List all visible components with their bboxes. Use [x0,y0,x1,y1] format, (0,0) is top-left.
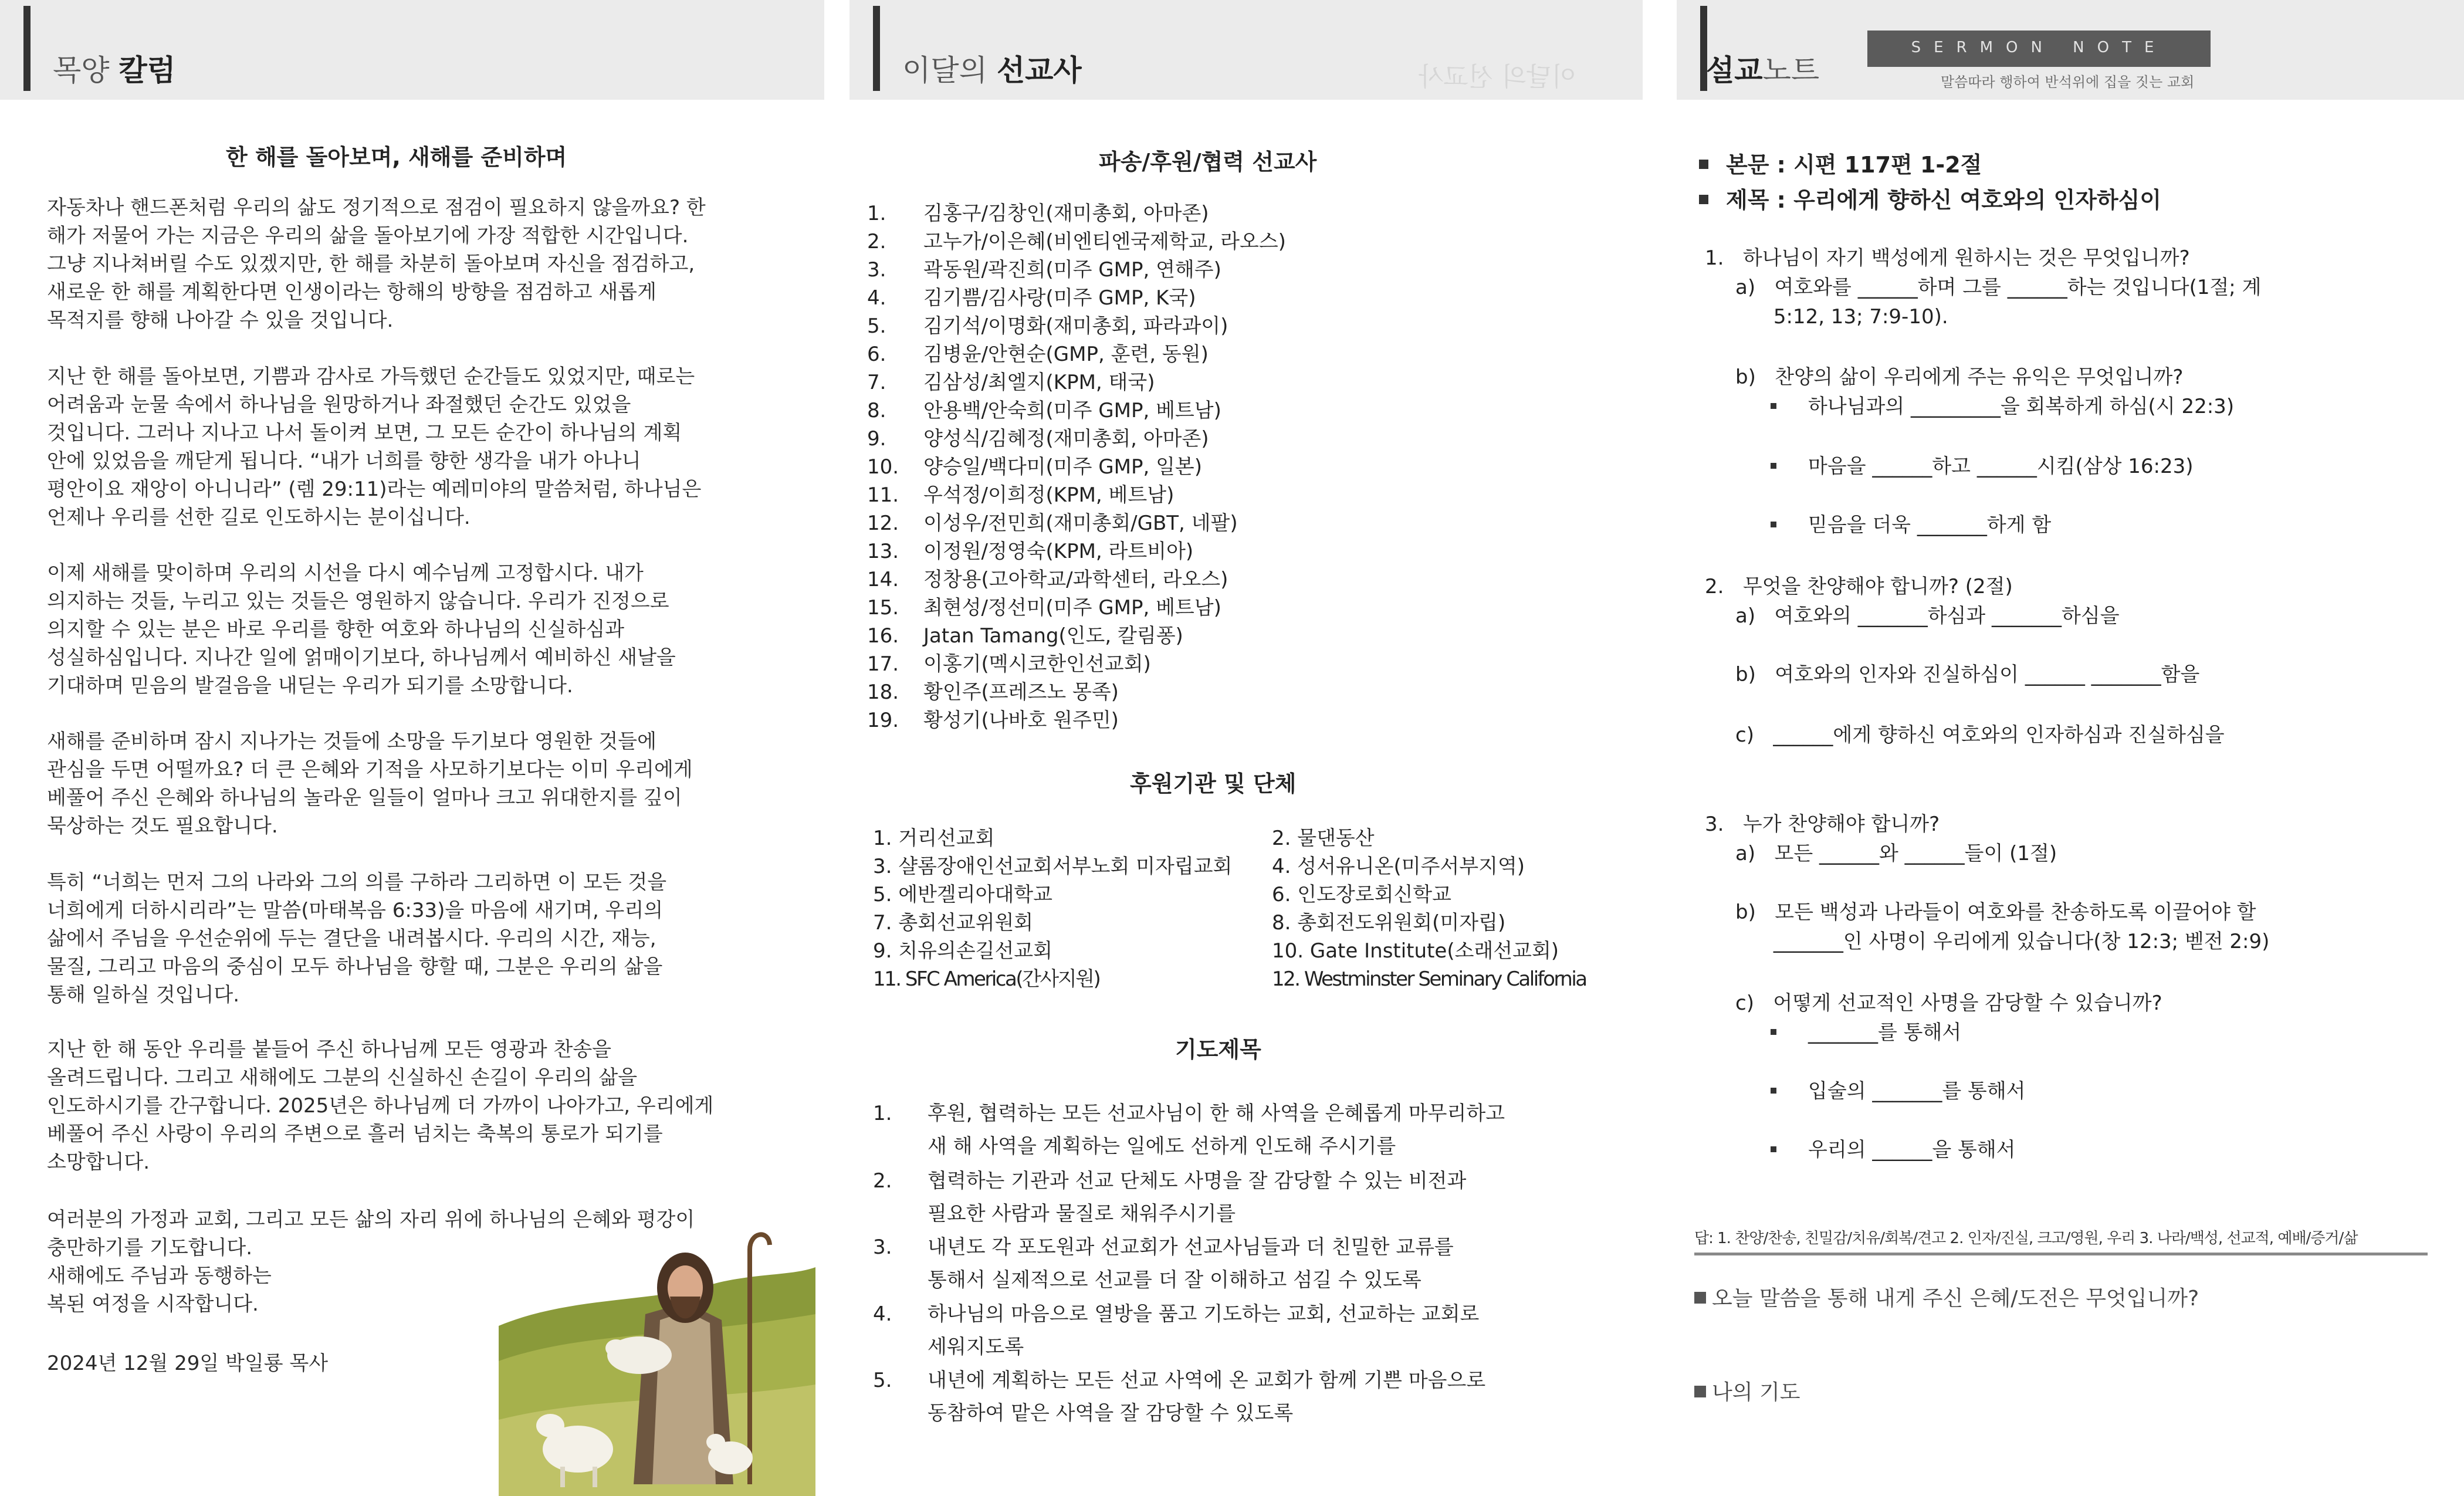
organization-item: 6. 인도장로회신학교 [1272,883,1451,906]
organization-item: 4. 성서유니온(미주서부지역) [1272,855,1525,878]
missionary-item [867,537,1193,566]
prayer-number: 2. [873,1169,892,1193]
question-3c-item-1: _______를 통해서 [1771,1018,1961,1047]
prayer-item: 내년도 각 포도원과 선교회가 선교사님들과 더 친밀한 교류를 통해서 실제적으로 선교를 더 잘 이해하고 섬길 수 있도록 [928,1236,1454,1292]
sermon-title-line: 제목 : 우리에게 향하신 여호와의 인자하심이 [1699,182,2161,214]
missionary-item [867,481,1174,509]
organization-item: 7. 총회선교위원회 [873,911,1034,935]
question-1: 1. 하나님이 자기 백성에게 원하시는 것은 무엇입니까? [1705,246,2190,270]
answer-key: 답: 1. 찬양/찬송, 친밀감/치유/회복/견고 2. 인자/진실, 크고/영원, 우리 3. 나라/백성, 선교적, 예배/증거/삶 [1694,1230,2358,1247]
missionary-number: 17. [867,652,899,676]
missionaries-heading: 파송/후원/협력 선교사 [1099,149,1317,175]
organization-item: 8. 총회전도위원회(미자립) [1272,911,1506,935]
missionary-item [867,199,1209,228]
header-accent-bar [23,6,31,91]
missionary-number: 3. [867,258,886,282]
missionary-item [867,340,1209,368]
question-1b: b) 찬양의 삶이 우리에게 주는 유익은 무엇입니까? [1735,365,2184,389]
question-3a: a) 모든 ______와 ______들이 (1절) [1735,842,2057,865]
scripture-line: 본문 : 시편 117편 1-2절 [1699,147,1982,179]
missionary-number: 16. [867,624,899,648]
sermon-header-title: 설교노트 [1706,53,1820,87]
missionary-name: 김홍구/김창인(재미총회, 아마존) [923,202,1209,225]
column-title: 한 해를 돌아보며, 새해를 준비하며 [226,144,567,170]
organization-item: 3. 샬롬장애인선교회서부노회 미자립교회 [873,855,1233,878]
missionary-item [867,453,1202,481]
prayer-item: 하나님의 마음으로 열방을 품고 기도하는 교회, 선교하는 교회로 세워지도록 [928,1302,1480,1359]
missionary-item [867,256,1221,284]
missionary-name: 김기쁨/김사랑(미주 GMP, K국) [923,286,1196,310]
missionary-number: 12. [867,512,899,535]
section-divider [1694,1253,2428,1255]
missionary-item [867,425,1209,453]
sermon-note-page [1677,0,2464,1496]
missionary-item [867,650,1151,678]
bullet-square-icon [1771,1146,1776,1152]
prayer-number: 4. [873,1302,892,1326]
organization-item: 2. 물댄동산 [1272,827,1375,850]
column-paragraph-3: 이제 새해를 맞이하며 우리의 시선을 다시 예수님께 고정합시다. 내가 의지하는 것들, 누리고 있는 것들은 영원하지 않습니다. 우리가 진정으로 의지할 수 있는 분은 바로 우리를 향한 여호와 하나님의 신실하심과 성실하심입니다. 지나간 일에 얽매이기보다, 하나님께서 예비하신 새날을 기대하며 믿음의 발걸음을 내딛는 우리가 되기를 소망합니다. [47,561,676,698]
missionary-item [867,284,1196,312]
prayer-number: 5. [873,1369,892,1392]
missionary-item [867,678,1119,706]
bullet-square-icon [1771,1029,1776,1035]
question-1b-item-2: 마음을 ______하고 ______시킴(삼상 16:23) [1771,452,2194,481]
missionary-item [867,368,1155,397]
missionary-number: 9. [867,427,886,451]
missionary-number: 14. [867,568,899,591]
column-paragraph-4: 새해를 준비하며 잠시 지나가는 것들에 소망을 두기보다 영원한 것들에 관심을 두면 어떨까요? 더 큰 은혜와 기적을 사모하기보다는 이미 우리에게 베풀어 주신 은혜와 하나님의 놀라운 일들이 얼마나 크고 위대한지를 깊이 묵상하는 것도 필요합니다. [47,730,693,838]
missionary-item [867,594,1221,622]
missionary-name: 최현성/정선미(미주 GMP, 베트남) [923,596,1221,620]
missionary-name: 김삼성/최엘지(KPM, 태국) [923,371,1155,394]
missionary-number: 10. [867,455,899,479]
bullet-square-icon [1771,522,1776,527]
question-1b-item-3: 믿음을 더욱 _______하게 함 [1771,510,2051,540]
question-3c-item-3: 우리의 ______을 통해서 [1771,1135,2016,1165]
question-2b: b) 여호와의 인자와 진실하심이 ______ _______함을 [1735,663,2200,686]
bullet-square-icon [1771,403,1776,409]
prayer-item: 협력하는 기관과 선교 단체도 사명을 잘 감당할 수 있는 비전과 필요한 사람과 물질로 채워주시기를 [928,1169,1467,1226]
column-signature: 2024년 12월 29일 박일룡 목사 [47,1352,329,1375]
my-prayer-label: 나의 기도 [1694,1376,1800,1406]
church-motto: 말씀따라 행하여 반석위에 집을 짓는 교회 [1941,74,2195,90]
missionary-page [849,0,1643,1496]
prayer-number: 1. [873,1102,892,1125]
missionary-name: 이성우/전민희(재미총회/GBT, 네팔) [923,512,1238,535]
question-3b: b) 모든 백성과 나라들이 여호와를 찬송하도록 이끌어야 할 _______인 사명이 우리에게 있습니다(창 12:3; 벧전 2:9) [1735,901,2270,953]
header-accent-bar [873,6,880,91]
missionary-number: 2. [867,230,886,253]
reflection-prompt: 오늘 말씀을 통해 내게 주신 은혜/도전은 무엇입니까? [1694,1282,2199,1312]
organization-item: 5. 에반겔리아대학교 [873,883,1052,906]
missionary-number: 15. [867,596,899,620]
missionary-name: 양승일/백다미(미주 GMP, 일본) [923,455,1203,479]
missionary-number: 13. [867,540,899,563]
missionary-number: 1. [867,202,886,225]
bullet-square-icon [1699,195,1708,204]
missionary-number: 6. [867,343,886,366]
organization-item: 9. 치유의손길선교회 [873,939,1052,963]
organization-item: 12. Westminster Seminary California [1272,967,1586,991]
column-paragraph-5: 특히 “너희는 먼저 그의 나라와 그의 의를 구하라 그리하면 이 모든 것을 너희에게 더하시리라”는 말씀(마태복음 6:33)을 마음에 새기며, 우리의 삶에서 주님을 우선순위에 두는 결단을 내려봅시다. 우리의 시간, 재능, 물질, 그리고 마음의 중심이 모두 하나님을 향할 때, 그분은 우리의 삶을 통해 일하실 것입니다. [47,871,667,1007]
column-header [0,0,824,100]
bullet-square-icon [1699,160,1708,169]
column-header-title: 목양 칼럼 [53,53,176,87]
missionary-name: 황인주(프레즈노 몽족) [923,681,1119,704]
question-3c-item-2: 입술의 _______를 통해서 [1771,1077,2026,1106]
question-1b-item-1: 하나님과의 _________을 회복하게 하심(시 22:3) [1771,392,2234,421]
prayer-item: 내년에 계획하는 모든 선교 사역에 온 교회가 함께 기쁜 마음으로 동참하여 맡은 사역을 잘 감당할 수 있도록 [928,1369,1486,1425]
organizations-heading: 후원기관 및 단체 [1130,771,1297,797]
pastoral-column-page [0,0,824,1496]
prayer-number: 3. [873,1236,892,1259]
missionary-number: 4. [867,286,886,310]
column-paragraph-6: 지난 한 해 동안 우리를 붙들어 주신 하나님께 모든 영광과 찬송을 올려드립니다. 그리고 새해에도 그분의 신실하신 손길이 우리의 삶을 인도하시기를 간구합니다. 2025년은 하나님께 더 가까이 나아가고, 우리에게 베풀어 주신 사랑이 우리의 주변으로 흘러 넘치는 축복의 통로가 되기를 소망합니다. [47,1038,714,1174]
missionary-name: 정창용(고아학교/과학센터, 라오스) [923,568,1228,591]
bullet-square-icon [1694,1292,1706,1304]
bullet-square-icon [1694,1386,1706,1397]
bullet-square-icon [1771,463,1776,469]
missionary-name: 황성기(나바호 원주민) [923,709,1119,732]
missionary-name: 안용백/안숙희(미주 GMP, 베트남) [923,399,1221,422]
missionary-name: 우석정/이희정(KPM, 베트남) [923,483,1175,507]
missionary-item [867,509,1238,537]
sermon-note-label: SERMON NOTE [1911,39,2167,56]
organization-item: 1. 거리선교회 [873,827,995,850]
column-paragraph-2: 지난 한 해를 돌아보면, 기쁨과 감사로 가득했던 순간들도 있었지만, 때로는 어려움과 눈물 속에서 하나님을 원망하거나 좌절했던 순간도 있었을 것입니다. 그러나 지나고 나서 돌이켜 보면, 그 모든 순간이 하나님의 계획 안에 있었음을 깨닫게 됩니다. “내가 너희를 향한 생각을 내가 아나니 평안이요 재앙이 아니니라” (렘 29:11)라는 예레미야의 말씀처럼, 하나님은 언제나 우리를 선한 길로 인도하시는 분이십니다. [47,365,702,529]
missionary-number: 7. [867,371,886,394]
sermon-header [1677,0,2464,100]
missionary-name: 고누가/이은혜(비엔티엔국제학교, 라오스) [923,230,1286,253]
missionary-name: 김병윤/안현순(GMP, 훈련, 동원) [923,343,1209,366]
missionary-name: 곽동원/곽진희(미주 GMP, 연해주) [923,258,1221,282]
missionary-number: 5. [867,314,886,338]
column-paragraph-1: 자동차나 핸드폰처럼 우리의 삶도 정기적으로 점검이 필요하지 않을까요? 한 해가 저물어 가는 지금은 우리의 삶을 돌아보기에 가장 적합한 시간입니다. 그냥 지나쳐버릴 수도 있겠지만, 한 해를 차분히 돌아보며 자신을 점검하고, 새로운 한 해를 계획한다면 인생이라는 항해의 방향을 점검하고 새롭게 목적지를 향해 나아갈 수 있을 것입니다. [47,196,706,332]
missionary-header-title: 이달의 선교사 [902,53,1082,87]
missionary-item [867,228,1286,256]
missionary-number: 18. [867,681,899,704]
organization-item: 10. Gate Institute(소래선교회) [1272,939,1559,963]
question-1a: a) 여호와를 ______하며 그를 ______하는 것입니다(1절; 계 5:12, 13; 7:9-10). [1735,276,2262,329]
missionary-item [867,706,1119,735]
sermon-note-label-box [1867,31,2211,67]
bullet-square-icon [1771,1088,1776,1094]
question-2c: c) ______에게 향하신 여호와의 인자하심과 진실하심을 [1735,723,2225,747]
missionary-name: 이정원/정영숙(KPM, 라트비아) [923,540,1194,563]
missionary-item [867,622,1183,650]
organization-item: 11. SFC America(간사지원) [873,967,1100,991]
header-ghost-text: 이달의 선교사 [1419,62,1577,92]
missionary-item [867,566,1228,594]
missionary-header [849,0,1643,100]
missionary-number: 11. [867,483,899,507]
question-2: 2. 무엇을 찬양해야 합니까? (2절) [1705,575,2013,598]
prayer-item: 후원, 협력하는 모든 선교사님이 한 해 사역을 은혜롭게 마무리하고 새 해 사역을 계획하는 일에도 선하게 인도해 주시기를 [928,1102,1505,1158]
question-2a: a) 여호와의 _______하심과 _______하심을 [1735,604,2120,628]
column-paragraph-7: 여러분의 가정과 교회, 그리고 모든 삶의 자리 위에 하나님의 은혜와 평강이 충만하기를 기도합니다. 새해에도 주님과 동행하는 복된 여정을 시작합니다. [47,1208,695,1316]
missionary-name: 김기석/이명화(재미총회, 파라과이) [923,314,1228,338]
question-3c: c) 어떻게 선교적인 사명을 감당할 수 있습니까? [1735,991,2162,1015]
missionary-number: 8. [867,399,886,422]
question-3: 3. 누가 찬양해야 합니까? [1705,813,1940,836]
missionary-name: Jatan Tamang(인도, 칼림퐁) [923,624,1183,648]
missionary-name: 양성식/김혜정(재미총회, 아마존) [923,427,1209,451]
missionary-number: 19. [867,709,899,732]
missionary-item [867,312,1228,340]
missionary-item [867,397,1221,425]
prayer-heading: 기도제목 [1175,1037,1261,1062]
missionary-name: 이홍기(멕시코한인선교회) [923,652,1151,676]
shepherd-illustration [499,1209,815,1496]
